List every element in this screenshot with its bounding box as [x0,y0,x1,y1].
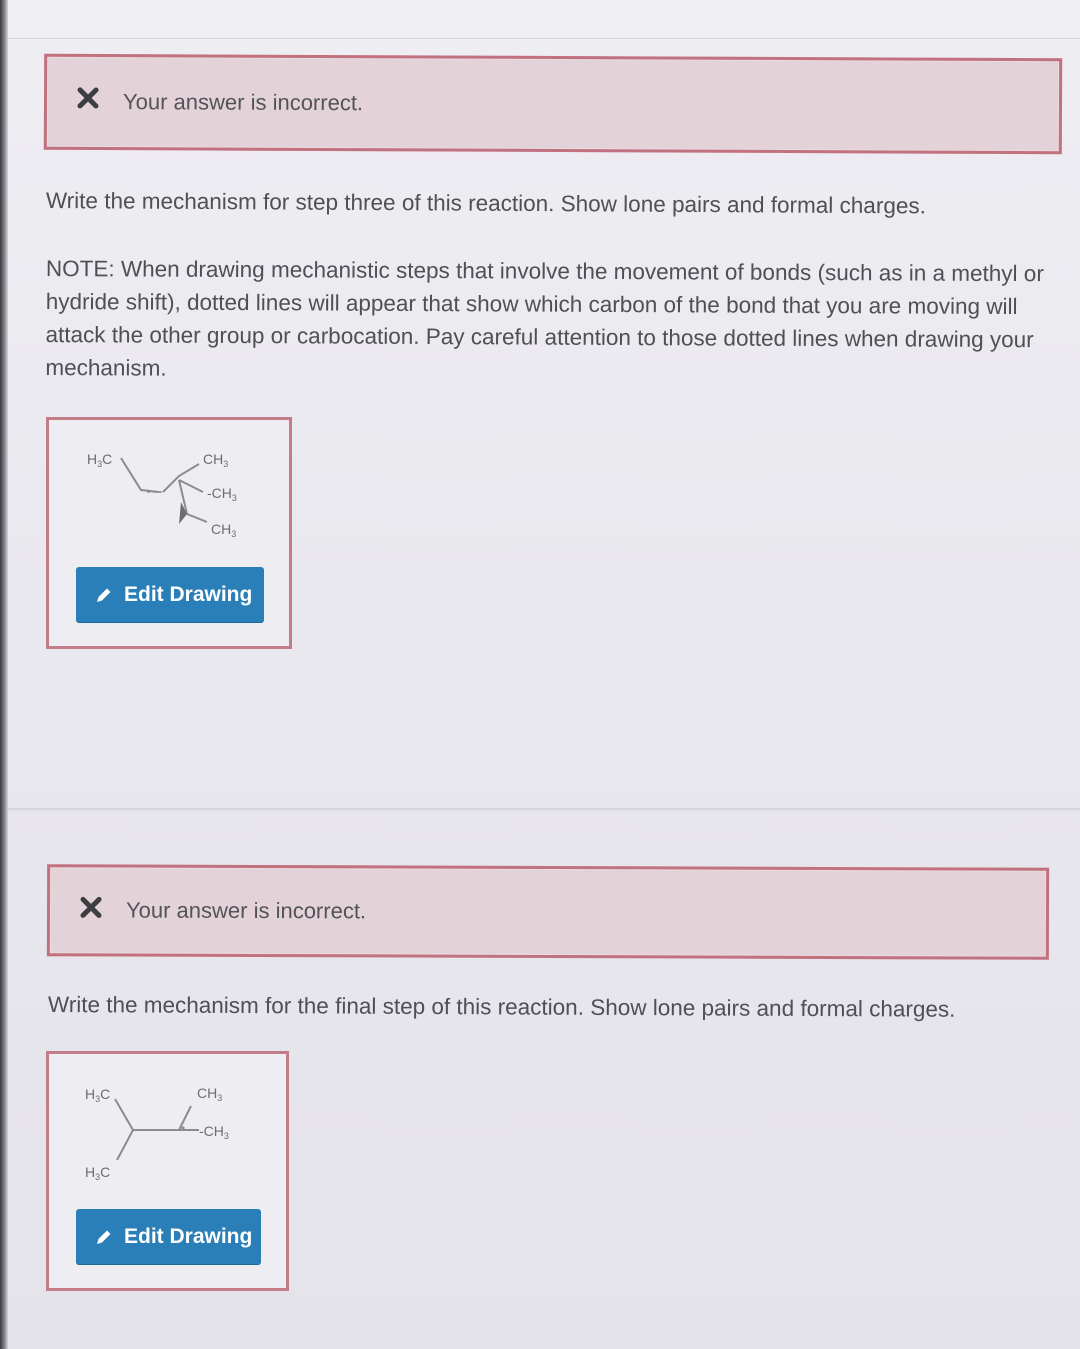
question-prompt-1: Write the mechanism for step three of this reaction. Show lone pairs and formal charges. [45,187,926,219]
edit-drawing-button-1[interactable] [76,567,264,622]
screen-edge [0,0,8,1349]
svg-text:CH3: $CH_3$ [203,451,229,469]
top-divider [8,38,1080,39]
edit-drawing-label: Edit Drawing [124,1224,253,1248]
svg-text:-CH3: $-CH_3$ [199,1123,229,1141]
edit-drawing-button-2[interactable] [76,1209,261,1264]
incorrect-feedback-banner-1 [44,54,1062,154]
svg-text:H3C: $H_3C$ [85,1164,111,1182]
drawing-panel-1 [46,417,292,649]
svg-text:H3C: $H_3C$ [87,451,113,469]
svg-text:-CH3: $-CH_3$ [207,485,237,503]
molecule-drawing-2[interactable] [49,1054,289,1199]
section-divider [8,808,1080,811]
molecule-drawing-1[interactable] [49,420,289,560]
feedback-message: Your answer is incorrect. [122,89,364,116]
pencil-icon [94,585,114,605]
pencil-icon [94,1227,114,1247]
question-prompt-2: Write the mechanism for the final step of this reaction. Show lone pairs and formal charges. [47,991,956,1022]
close-icon [80,896,102,918]
drawing-panel-2 [46,1051,289,1291]
close-icon [77,87,99,109]
incorrect-feedback-banner-2 [47,864,1049,959]
question-note: NOTE: When drawing mechanistic steps that involve the movement of bonds (such as in a methyl or hydride shift), dotted lines will appear that show which carbon of the bond that you are moving will attack the other group or carbocation. Pay careful attention to those dotted lines when drawing your mechanism. [45,255,1044,381]
svg-text:CH3: $CH_3$ [197,1085,223,1103]
svg-text:H3C: $H_3C$ [85,1086,111,1104]
feedback-message: Your answer is incorrect. [125,897,367,924]
edit-drawing-label: Edit Drawing [124,582,253,606]
svg-text:CH3: $CH_3$ [211,521,237,539]
